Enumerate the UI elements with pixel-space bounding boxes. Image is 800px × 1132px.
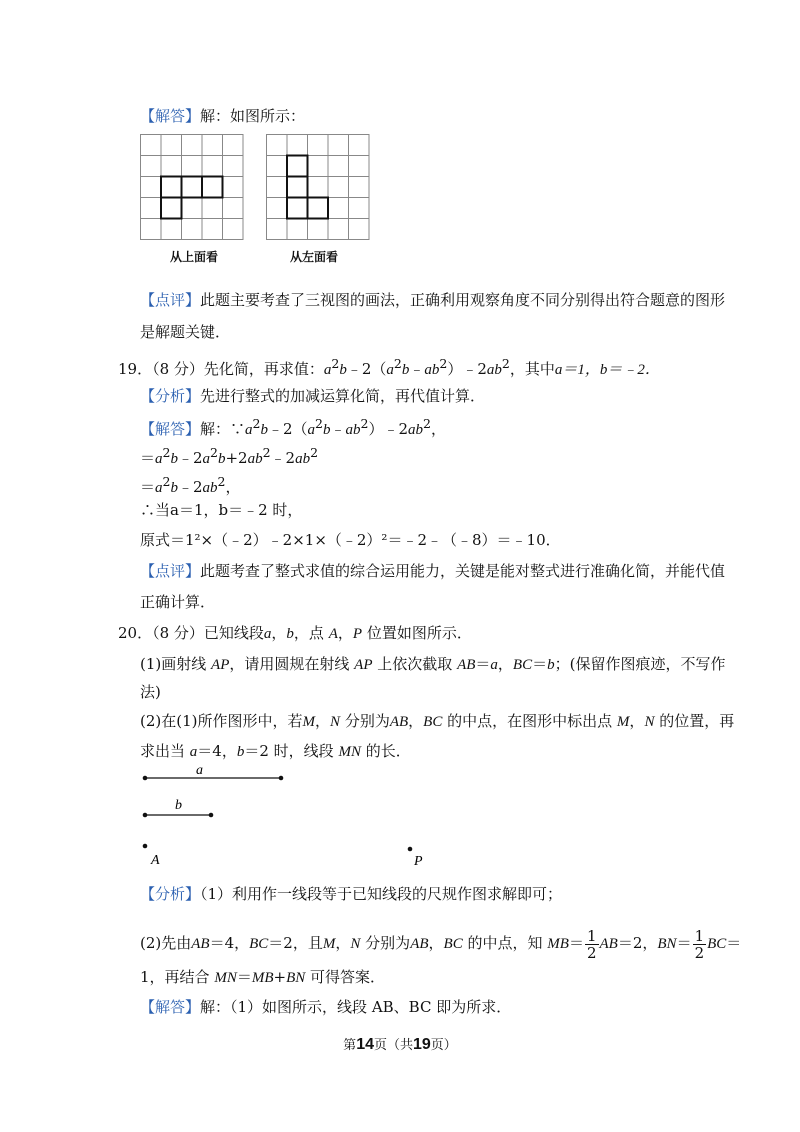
q20-analysis-line2: (2)先由AB＝4，BC＝2，且M，N 分别为AB，BC 的中点，知 MB＝ $\frac{1}{2}$ AB＝2，BN＝ $\frac{1}{2}$ BC＝ [140, 926, 742, 962]
q19-solution-line5: 原式＝1²×（﹣2）﹣2×1×（﹣2）²＝﹣2﹣（﹣8）＝﹣10． [140, 531, 561, 549]
when-label: ∴当 [140, 501, 171, 519]
cond-b: b＝﹣2． [599, 362, 660, 378]
an-seg: 分别为 [365, 934, 411, 952]
jieda-text: 解：如图所示： [200, 107, 306, 125]
dianping-tag: 【点评】 [140, 562, 201, 580]
cond-a: a＝1， [554, 362, 600, 378]
q18-comment-line2: 是解题关键． [140, 323, 231, 341]
an-seg: 1，再结合 [140, 968, 210, 986]
fenxi-text: （1）利用作一线段等于已知线段的尺规作图求解即可； [200, 885, 563, 903]
p1-seg: ；(保留作图痕迹，不写作 [554, 655, 726, 673]
an-seg: 可得答案． [310, 968, 386, 986]
q20-stem: 20．（8 分）已知线段a，b，点 A，P 位置如图所示． [118, 624, 472, 642]
q19-solution-line2: $=a^2b﹣2a^2b+2ab^2﹣2ab^2$ [140, 445, 319, 467]
question-cond: ，其中 [509, 360, 555, 378]
point-P [408, 847, 413, 852]
q19-analysis [140, 386, 485, 406]
fraction-half: $\frac{1}{2}$ [694, 926, 705, 962]
an-seg: (2)先由 [140, 934, 192, 952]
fraction-half: $\frac{1}{2}$ [586, 926, 597, 962]
an-seg: 的中点，知 [467, 934, 543, 952]
label-A: A [151, 853, 160, 868]
fenxi-tag: 【分析】 [140, 885, 201, 903]
q19-comment-line2: 正确计算． [140, 593, 216, 611]
p1-seg: (1)画射线 [140, 655, 207, 673]
jieda-pre: 解：∵ [200, 420, 246, 438]
p2-seg: 分别为 [344, 712, 390, 730]
p1-seg: ，请用圆规在射线 [229, 655, 350, 673]
p2-seg: 的位置，再 [659, 712, 735, 730]
q19-solution-line3: $=a^2b﹣2ab^2$， [140, 474, 241, 496]
jieda-tag: 【解答】 [140, 107, 201, 125]
question-text: （8 分）先化简，再求值： [152, 360, 324, 378]
label-b: b [175, 798, 182, 813]
jieda-tag: 【解答】 [140, 420, 201, 438]
an-seg: ，且 [292, 934, 323, 952]
q20-analysis-line3: 1，再结合 MN＝MB+BN 可得答案． [140, 968, 386, 986]
label-P: P [414, 854, 423, 869]
question-number: 19． [118, 360, 153, 378]
segment-a-endpoint [143, 776, 148, 781]
q20-part2-line1: (2)在(1)所作图形中，若M，N 分别为AB，BC 的中点，在图形中标出点 M，N 的位置，再 [140, 712, 735, 730]
segments-figure [140, 762, 440, 872]
p1-seg: 上依次截取 [377, 655, 453, 673]
jieda-text: 解：（1）如图所示，线段 AB、BC 即为所求． [200, 998, 512, 1016]
segment-b-endpoint [143, 813, 148, 818]
total-pages: 19 [413, 1036, 431, 1053]
q19-solution-line4 [140, 500, 302, 520]
q20-analysis-line1 [140, 884, 562, 904]
segment-b-endpoint [209, 813, 214, 818]
fenxi-text: 先进行整式的加减运算化简，再代值计算． [200, 387, 486, 405]
q18-comment-line1 [140, 290, 725, 310]
page-number: 14 [356, 1036, 374, 1053]
footer-mid: 页（共 [373, 1038, 413, 1053]
dianping-text: 此题考查了整式求值的综合运用能力，关键是能对整式进行准确化简，并能代值 [200, 562, 726, 580]
top-view-caption: 从上面看 [170, 250, 219, 264]
p2-seg: (2)在(1)所作图形中，若 [140, 712, 303, 730]
page-footer [0, 1034, 800, 1054]
top-view-grid [140, 134, 244, 240]
q20-part1-line2: 法) [140, 683, 161, 701]
question-text: （8 分）已知线段 [152, 624, 264, 642]
left-view-caption: 从左面看 [290, 250, 339, 264]
dianping-tag: 【点评】 [140, 291, 201, 309]
q19-solution-line1: 【解答】解：$\because a^2b﹣2(a^2b﹣ab^2)﹣2ab^2$， [140, 416, 446, 438]
jieda-tag: 【解答】 [140, 998, 201, 1016]
q20-part2-line2: 求出当 a＝4，b＝2 时，线段 MN 的长． [140, 742, 411, 760]
when-values: a＝1，b＝﹣2 时， [170, 501, 303, 519]
q18-answer-line [140, 106, 305, 126]
p2-seg: 的中点，在图形中标出点 [447, 712, 613, 730]
fenxi-tag: 【分析】 [140, 387, 201, 405]
q20-solution-line1 [140, 997, 511, 1017]
p2-seg: 时，线段 [273, 742, 334, 760]
q19-stem: 19．（8 分）先化简，再求值：$a^2b﹣2(a^2b﹣ab^2)﹣2ab^2$，其中a＝1，b＝﹣2． [118, 356, 660, 378]
footer-post: 页） [430, 1038, 457, 1053]
question-number: 20． [118, 624, 153, 642]
left-view-grid [266, 134, 370, 240]
question-text-rest: 位置如图所示． [366, 624, 472, 642]
dianping-text: 此题主要考查了三视图的画法，正确利用观察角度不同分别得出符合题意的图形 [200, 291, 726, 309]
label-a: a [196, 763, 203, 778]
q20-part1-line1: (1)画射线 AP，请用圆规在射线 AP 上依次截取 AB＝a，BC＝b；(保留作图痕迹，不写作 [140, 655, 726, 673]
segment-a-endpoint [279, 776, 284, 781]
point-A [143, 844, 148, 849]
p2-seg: 求出当 [140, 742, 186, 760]
p2-seg: 的长． [365, 742, 411, 760]
q19-comment-line1 [140, 561, 725, 581]
footer-pre: 第 [343, 1038, 357, 1053]
